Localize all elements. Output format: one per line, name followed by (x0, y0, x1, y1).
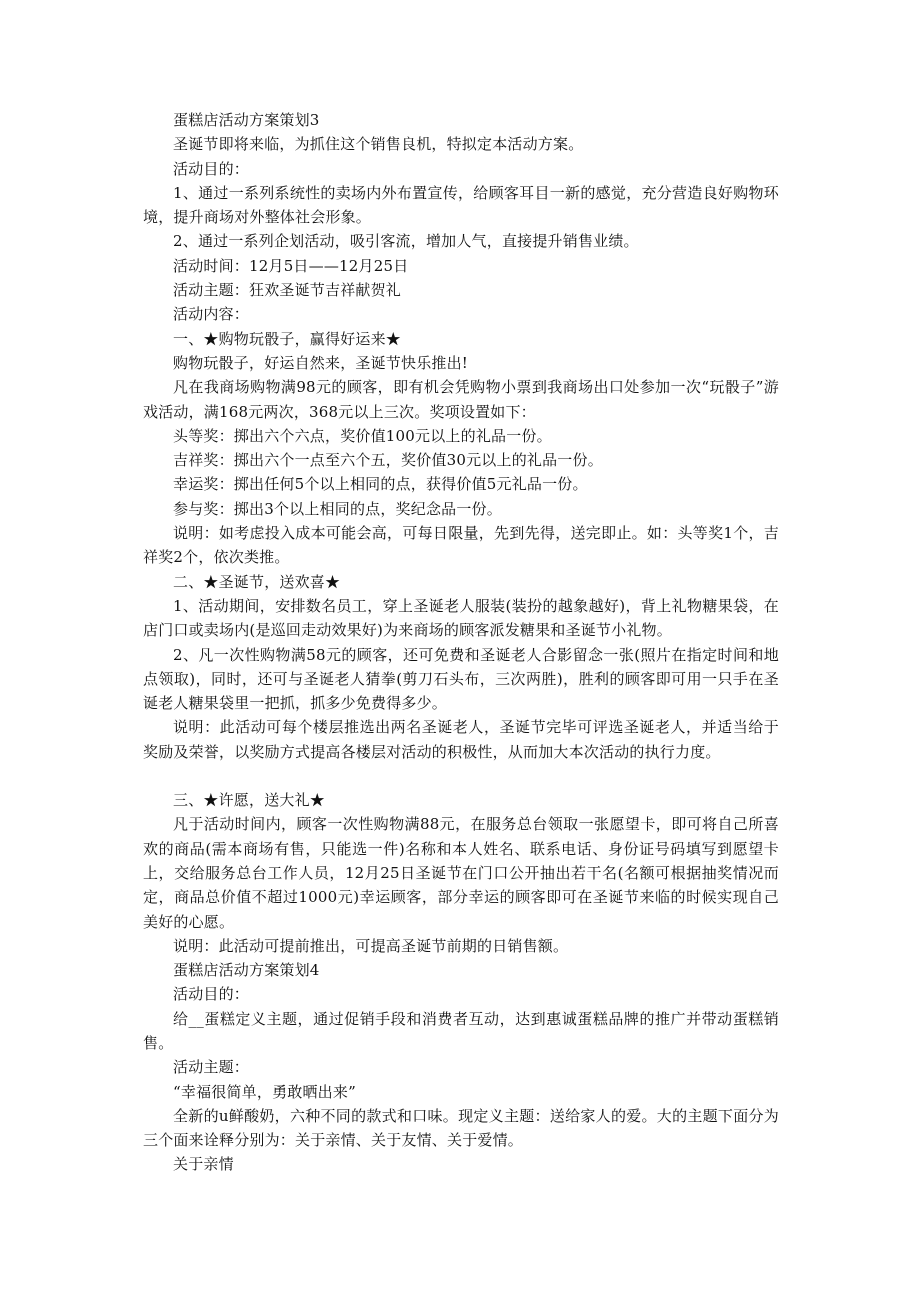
paragraph: 活动主题：狂欢圣诞节吉祥献贺礼 (173, 281, 402, 300)
paragraph: 活动目的： (173, 159, 250, 178)
paragraph: 说明：此活动可提前推出，可提高圣诞节前期的日销售额。 (173, 936, 569, 955)
paragraph: 凡于活动时间内，顾客一次性购物满88元，在服务总台领取一张愿望卡，即可将自己所喜欢的商品(需本商场有售，只能选一件)名称和本人姓名、联系电话、身份证号码填写到愿望卡上，交给服务总台工作人员，12月25日圣诞节在门口公开抽出若干名(名额可根据抽奖情况而定，商品总价值不超过1000元)幸运顾客，部分幸运的顾客即可在圣诞节来临的时候实现自己美好的心愿。 (143, 815, 779, 931)
section-title: 蛋糕店活动方案策划3 (173, 111, 320, 129)
paragraph: 幸运奖：掷出任何5个以上相同的点，获得价值5元礼品一份。 (173, 475, 588, 494)
paragraph: 凡在我商场购物满98元的顾客，即有机会凭购物小票到我商场出口处参加一次“玩骰子”游戏活动，满168元两次，368元以上三次。奖项设置如下： (143, 378, 779, 421)
paragraph: 1、活动期间，安排数名员工，穿上圣诞老人服装(装扮的越象越好)，背上礼物糖果袋，在店门口或卖场内(是巡回走动效果好)为来商场的顾客派发糖果和圣诞节小礼物。 (143, 596, 779, 640)
paragraph: 说明：此活动可每个楼层推选出两名圣诞老人，圣诞节完毕可评选圣诞老人，并适当给于奖励及荣誉，以奖励方式提高各楼层对活动的积极性，从而加大本次活动的执行力度。 (143, 718, 779, 761)
paragraph: 给__蛋糕定义主题，通过促销手段和消费者互动，达到惠诚蛋糕品牌的推广并带动蛋糕销售。 (143, 1009, 779, 1052)
paragraph: 活动内容： (173, 305, 250, 324)
paragraph: 头等奖：掷出六个六点，奖价值100元以上的礼品一份。 (173, 426, 552, 445)
paragraph: 2、凡一次性购物满58元的顾客，还可免费和圣诞老人合影留念一张(照片在指定时间和地点领取)，同时，还可与圣诞老人猜拳(剪刀石头布，三次两胜)，胜利的顾客即可用一只手在圣诞老人糖果袋里一把抓，抓多少免费得多少。 (143, 645, 779, 713)
paragraph: 购物玩骰子，好运自然来，圣诞节快乐推出! (173, 353, 469, 372)
document-body (143, 108, 779, 1177)
paragraph: 说明：如考虑投入成本可能会高，可每日限量，先到先得，送完即止。如：头等奖1个，吉祥奖2个，依次类推。 (143, 524, 779, 567)
paragraph: 活动目的： (173, 985, 250, 1004)
paragraph: 活动主题： (173, 1058, 250, 1077)
section-heading: 一、★购物玩骰子，赢得好运来★ (173, 329, 402, 348)
section-heading: 二、★圣诞节，送欢喜★ (173, 572, 341, 591)
section-title: 蛋糕店活动方案策划4 (173, 961, 320, 980)
section-heading: 三、★许愿，送大礼★ (173, 791, 326, 810)
paragraph: 全新的u鲜酸奶，六种不同的款式和口味。现定义主题：送给家人的爱。大的主题下面分为三个面来诠释分别为：关于亲情、关于友情、关于爱情。 (143, 1106, 779, 1150)
paragraph: 圣诞节即将来临，为抓住这个销售良机，特拟定本活动方案。 (173, 135, 584, 154)
paragraph: 参与奖：掷出3个以上相同的点，奖纪念品一份。 (173, 499, 502, 518)
paragraph: 吉祥奖：掷出六个一点至六个五，奖价值30元以上的礼品一份。 (173, 451, 603, 470)
paragraph: “幸福很简单，勇敢晒出来” (173, 1082, 356, 1101)
paragraph-gap (143, 764, 779, 788)
paragraph: 2、通过一系列企划活动，吸引客流，增加人气，直接提升销售业绩。 (173, 232, 639, 251)
paragraph: 活动时间：12月5日——12月25日 (173, 256, 409, 275)
paragraph: 1、通过一系列系统性的卖场内外布置宣传，给顾客耳目一新的感觉，充分营造良好购物环境，提升商场对外整体社会形象。 (143, 183, 779, 227)
paragraph: 关于亲情 (173, 1155, 234, 1174)
